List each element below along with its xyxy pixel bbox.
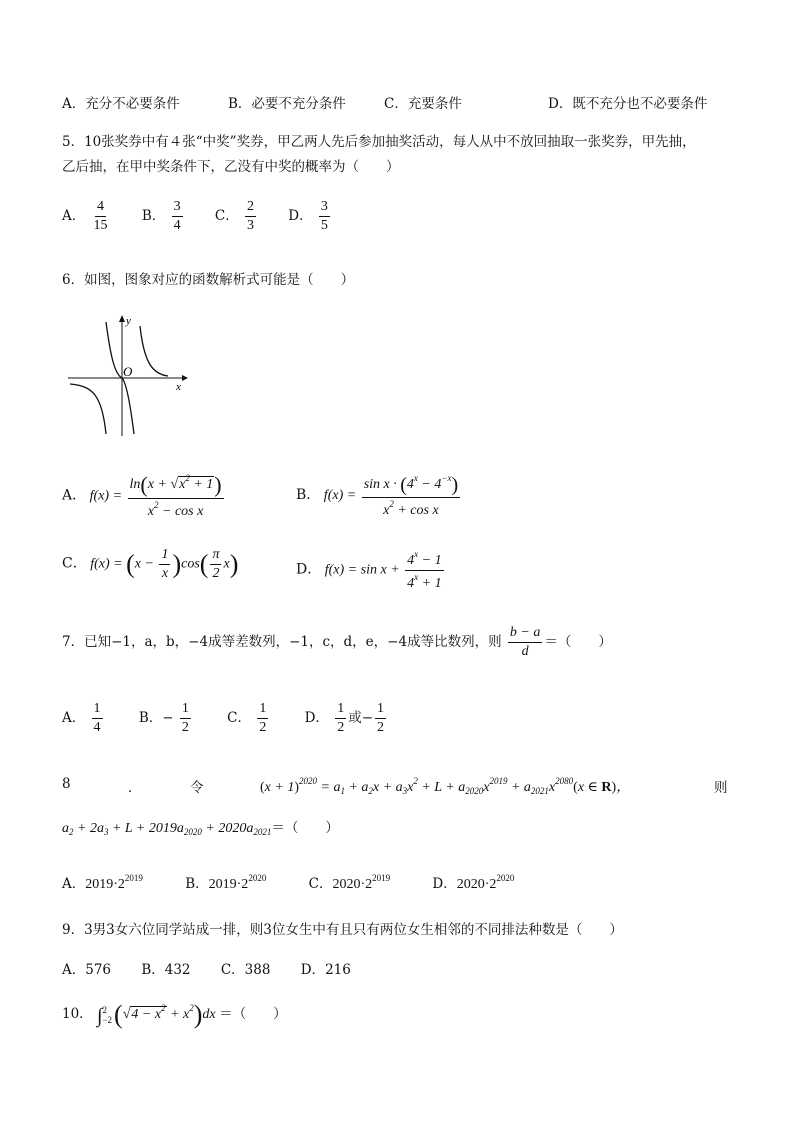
q4-option-d: D．既不充分也不必要条件 (548, 96, 708, 112)
x-axis-label: x (176, 381, 181, 393)
origin-label: O (123, 364, 133, 379)
q8-equation: $(x + 1)^{2020} = a_1 + a_2x + a_3x^2 + L + a_{2020}x^{2019} + a_{2021}x^{2080}(x$ ∈ R)， (260, 776, 631, 796)
q5-option-d: D． $\frac{3}{5}$ (288, 199, 328, 233)
q5-text-line2: 乙后抽，在甲中奖条件下，乙没有中奖的概率为（ ） (62, 159, 400, 175)
q9-options (62, 958, 351, 978)
y-axis-label: y (126, 315, 131, 327)
q6-option-d: D． f(x) = sin x + $\frac{4^x - 1}{4^x + 1}$ (296, 549, 442, 591)
y-axis-arrow-icon (119, 315, 125, 322)
q8-option-d: D．$2020\cdot 2^{2020}$ (432, 873, 515, 892)
q7-option-c: C． $\frac{1}{2}$ (227, 701, 267, 735)
q8-option-b: B．$2019\cdot 2^{2020}$ (185, 873, 267, 892)
q8-option-a: A．$2019\cdot 2^{2019}$ (62, 873, 143, 892)
q8-sum-expression: $a_2 + 2a_3 + L + 2019a_{2020} + 2020a_{2021}=$（ ） (62, 820, 339, 837)
x-axis-arrow-icon (182, 375, 188, 381)
q4-option-b: B．必要不充分条件 (228, 96, 346, 112)
curve-left-lower (70, 384, 106, 434)
q5-options (62, 200, 332, 233)
q5-option-b: B． $\frac{3}{4}$ (141, 199, 181, 233)
q10-text: 10． ∫ 2 −2 $(√4 - x^2 + x^2)dx$ ＝（ ） (62, 1000, 287, 1029)
q5-option-a: A． $\frac{4}{15}$ (62, 199, 108, 233)
q7-option-a: A． $\frac{1}{4}$ (62, 701, 101, 735)
q6-option-b: B． f(x) = $\frac{\sin x \cdot (4^x - 4^{-x})}{x^2 + \cos x}$ (296, 473, 459, 518)
q6-graph (64, 312, 190, 438)
q8-options (62, 872, 514, 893)
q8-ling: 令 (190, 780, 204, 796)
q7-text: 7．已知−1，a，b，−4成等差数列，−1，c，d，e，−4成等比数列，则 $\frac{b - a}{d}$ ＝（ ） (62, 625, 612, 659)
q8-dot: ． (128, 780, 142, 796)
q9-option-c: C．388 (220, 962, 271, 978)
q5-text-line1: 5．10张奖券中有４张“中奖”奖券，甲乙两人先后参加抽奖活动，每人从中不放回抽取一张奖券，甲先抽， (62, 134, 696, 150)
q5-option-c: C． $\frac{2}{3}$ (214, 199, 254, 233)
q6-text: 6．如图，图象对应的函数解析式可能是（ ） (62, 272, 355, 288)
q9-text: 9．3男3女六位同学站成一排，则3位女生中有且只有两位女生相邻的不同排法种数是（ ） (62, 922, 623, 938)
q7-option-b: B．− $\frac{1}{2}$ (138, 701, 189, 735)
q6-option-a: A． f(x) = $\frac{\ln(x + √x^2 + 1)}{x^2 - \cos x}$ (62, 472, 222, 519)
q10-integral: ∫ 2 −2 $(√4 - x^2 + x^2)dx$ (96, 1000, 216, 1029)
q8-ze: 则 (714, 780, 728, 796)
q8-number: 8 (62, 776, 71, 792)
q9-option-d: D．216 (300, 962, 351, 978)
q9-option-a: A．576 (62, 962, 112, 978)
q4-option-a: A．充分不必要条件 (62, 96, 180, 112)
q6-option-c: C． f(x) = (x − $\frac{1}{x}$ )cos( $\frac{\pi}{2}$ x) (62, 547, 239, 581)
q4-option-c: C．充要条件 (384, 96, 462, 112)
curve-right-upper (140, 326, 168, 376)
q9-option-b: B．432 (141, 962, 191, 978)
q7-options (62, 702, 388, 735)
q8-option-c: C．$2020\cdot 2^{2019}$ (308, 873, 391, 892)
q7-option-d: D． $\frac{1}{2}$ 或− $\frac{1}{2}$ (304, 701, 385, 735)
